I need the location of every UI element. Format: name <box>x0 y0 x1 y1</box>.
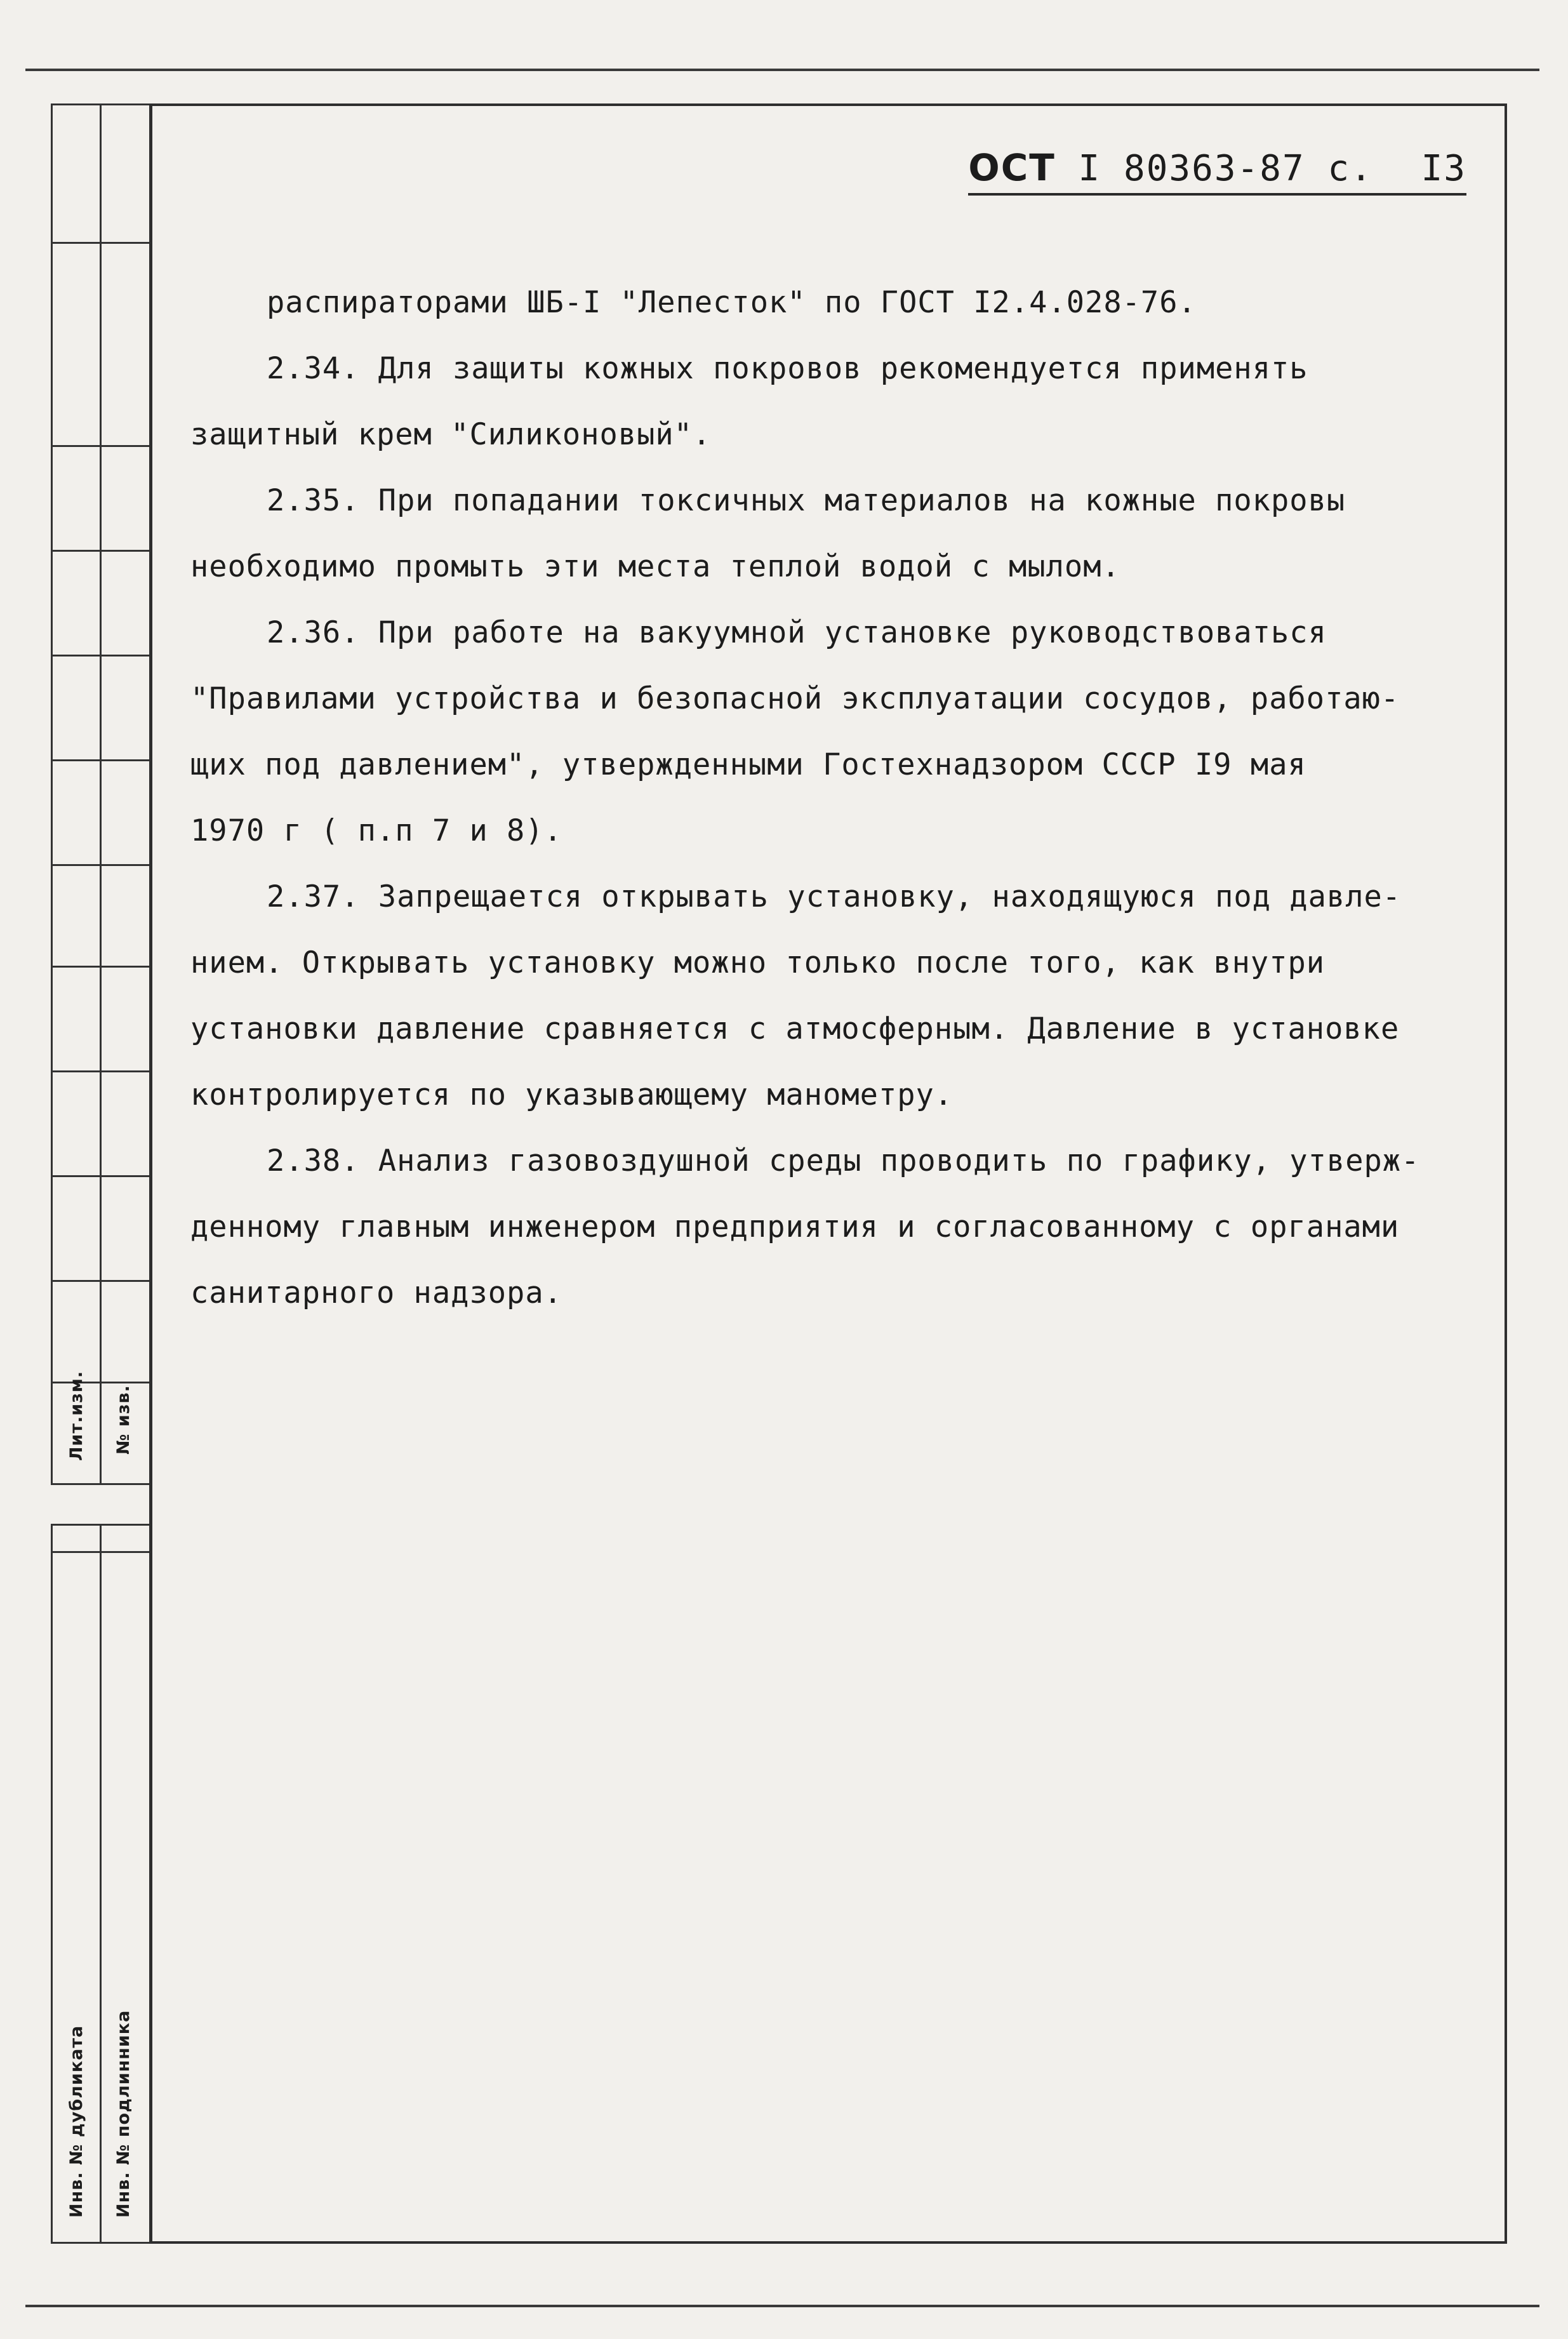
margin-stamp-upper <box>51 103 151 1485</box>
stamp-label-inv-dubl: Инв. № дубликата <box>67 2025 86 2218</box>
text-line: "Правилами устройства и безопасной эксплуатации сосудов, работаю- <box>190 681 1400 716</box>
text-line: защитный крем "Силиконовый". <box>190 417 712 452</box>
stamp-row-line <box>53 550 149 552</box>
stamp-row-line <box>53 966 149 968</box>
stamp-row-line <box>53 1175 149 1177</box>
stamp-row-line <box>53 242 149 244</box>
text-line: 2.35. При попадании токсичных материалов на кожные покровы <box>267 483 1346 518</box>
top-rule <box>25 69 1539 71</box>
text-line: контролируется по указывающему манометру. <box>190 1077 953 1112</box>
stamp-label-no-izv: № изв. <box>114 1385 133 1455</box>
standard-number: I 80363-87 с. <box>1078 148 1373 189</box>
text-line: необходимо промыть эти места теплой водой с мылом. <box>190 549 1120 584</box>
stamp-divider <box>100 105 102 1483</box>
page-number: I3 <box>1421 148 1466 189</box>
text-line: щих под давлением", утвержденными Гостехнадзором СССР I9 мая <box>190 747 1306 782</box>
stamp-row-line <box>53 1280 149 1282</box>
text-line: 2.37. Запрещается открывать установку, находящуюся под давле- <box>267 879 1402 914</box>
text-line: 2.38. Анализ газовоздушной среды проводить по графику, утверж- <box>267 1143 1420 1178</box>
stamp-label-lit-izm: Лит.изм. <box>67 1370 86 1461</box>
document-header <box>968 146 1466 196</box>
stamp-row-line <box>53 1070 149 1072</box>
text-line: денному главным инженером предприятия и согласованному с органами <box>190 1209 1400 1244</box>
text-line: нием. Открывать установку можно только после того, как внутри <box>190 945 1325 980</box>
stamp-label-inv-podl: Инв. № подлинника <box>114 2009 133 2218</box>
text-line: установки давление сравняется с атмосферным. Давление в установке <box>190 1011 1400 1046</box>
stamp-row-line <box>53 759 149 761</box>
stamp-row-line <box>53 445 149 447</box>
document-body <box>190 270 1460 1326</box>
stamp-row-line <box>53 1551 149 1553</box>
stamp-divider <box>100 1526 102 2242</box>
bottom-rule <box>25 2305 1539 2307</box>
text-line: санитарного надзора. <box>190 1276 562 1310</box>
text-line: распираторами ШБ-I "Лепесток" по ГОСТ I2.4.028-76. <box>267 285 1197 320</box>
text-line: 2.34. Для защиты кожных покровов рекомендуется применять <box>267 351 1308 386</box>
stamp-row-line <box>53 655 149 656</box>
text-line: 2.36. При работе на вакуумной установке руководствоваться <box>267 615 1327 650</box>
margin-stamp-lower <box>51 1524 151 2244</box>
standard-prefix: ОСТ <box>968 146 1056 189</box>
stamp-row-line <box>53 864 149 866</box>
text-line: 1970 г ( п.п 7 и 8). <box>190 813 562 848</box>
